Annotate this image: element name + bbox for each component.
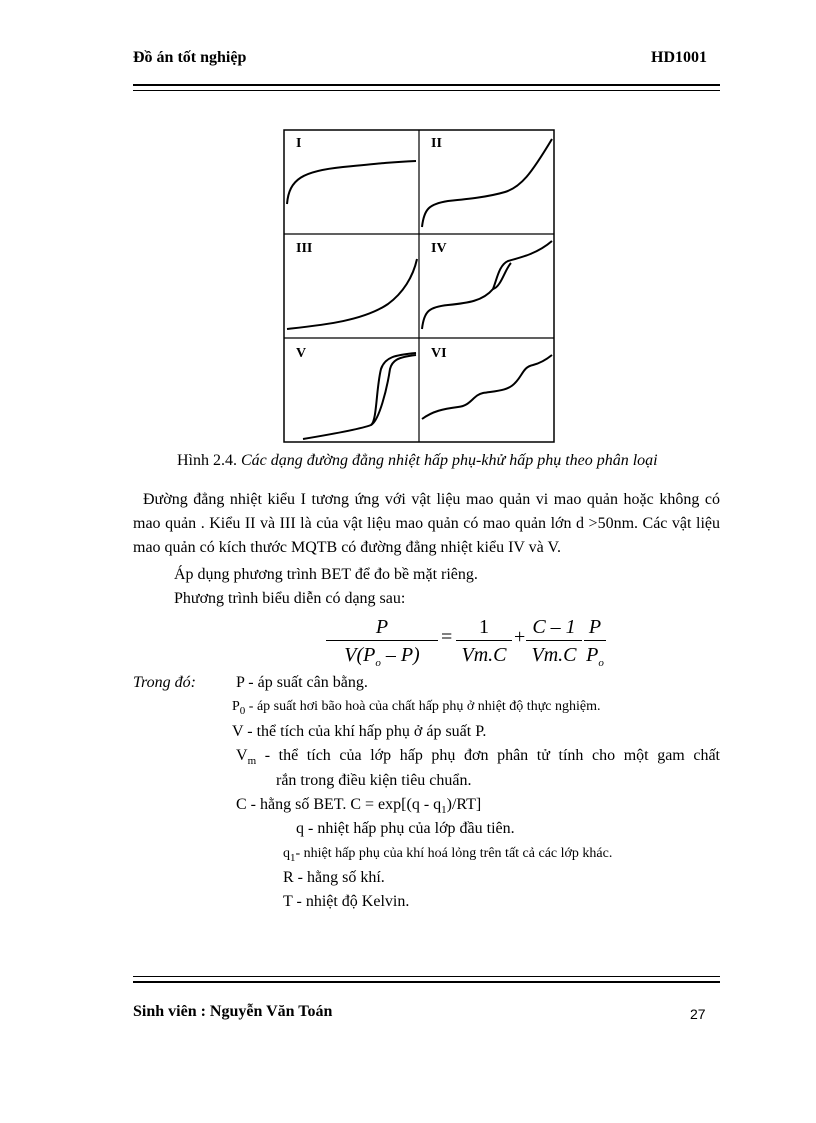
eq-term2-fraction — [526, 614, 582, 667]
footer-rule-top — [133, 976, 720, 977]
def-q1: $q_1-$ nhiệt hấp phụ của khí hoá lỏng trên tất cả các lớp khác. — [283, 846, 613, 864]
eq-term3-fraction — [584, 614, 606, 667]
panel-label-II: II — [431, 136, 442, 151]
page-number: 27 — [690, 1006, 706, 1022]
def-p0: $P_0$ - áp suất hơi bão hoà của chất hấp phụ ở nhiệt độ thực nghiệm. — [232, 699, 601, 717]
panel-label-I: I — [296, 136, 302, 151]
isotherm-figure — [283, 129, 555, 443]
panel-label-IV: IV — [431, 241, 447, 256]
eq-equals: = — [441, 626, 453, 648]
eq-term2-num: C – 1 — [532, 616, 576, 638]
caption-prefix: Hình 2.4. — [177, 452, 237, 469]
paragraph-3: Phương trình biểu diễn có dạng sau: — [174, 590, 406, 607]
def-vm: $V_m$ - thể tích của lớp hấp phụ đơn phân tử tính cho một gam chất — [236, 747, 720, 768]
eq-term1-num: 1 — [479, 616, 489, 638]
def-q: q - nhiệt hấp phụ của lớp đầu tiên. — [296, 820, 515, 837]
eq-lhs-fraction — [326, 614, 438, 667]
header-rule-top — [133, 84, 720, 86]
eq-term2-den: Vm.C — [531, 644, 577, 666]
def-p: P - áp suất cân bằng. — [236, 674, 368, 691]
def-t: T - nhiệt độ Kelvin. — [283, 893, 410, 910]
figure-caption — [177, 452, 658, 470]
panel-label-V: V — [296, 346, 307, 361]
paragraph-1: Đường đẳng nhiệt kiểu I tương ứng với vật liệu mao quản vi mao quản hoặc không có mao quản . Kiểu II và III là của vật liệu mao quản có mao quản lớn d >50nm. Các vật liệu mao quản có kích thước MQTB có đường đẳng nhiệt kiểu IV và V. — [133, 491, 720, 556]
doc-title: Đồ án tốt nghiệp — [133, 49, 247, 66]
eq-lhs-den: $V(P_o - P)$ — [344, 644, 420, 669]
eq-lhs-num: P — [375, 616, 389, 638]
footer-rule-bottom — [133, 981, 720, 983]
eq-plus: + — [514, 626, 526, 648]
header-rule-bottom — [133, 90, 720, 91]
curve-type-III — [287, 259, 417, 329]
curve-type-V — [303, 353, 416, 439]
caption-text: Các dạng đường đẳng nhiệt hấp phụ-khử hấp phụ theo phân loại — [241, 452, 658, 469]
curve-type-VI — [422, 355, 552, 419]
bet-equation — [326, 614, 606, 670]
def-vm-cont: rắn trong điều kiện tiêu chuẩn. — [276, 772, 472, 789]
panel-label-VI: VI — [431, 346, 447, 361]
doc-code: HD1001 — [651, 49, 707, 66]
eq-term3-den: $P_o$ — [586, 644, 604, 669]
panel-label-III: III — [296, 241, 313, 256]
paragraph-2: Áp dụng phương trình BET để đo bề mặt riêng. — [174, 566, 478, 583]
definitions-label: Trong đó: — [133, 674, 196, 691]
eq-term3-num: P — [588, 616, 602, 638]
footer-student: Sinh viên : Nguyễn Văn Toán — [133, 1003, 333, 1020]
def-v: V - thể tích của khí hấp phụ ở áp suất P. — [232, 723, 487, 740]
curve-type-II — [422, 139, 552, 227]
def-c: C - hằng số BET. $C = \exp[(q - q_1)/RT]$ — [236, 796, 482, 817]
eq-term1-fraction — [456, 614, 512, 667]
curve-type-I — [287, 161, 416, 204]
def-r: R - hằng số khí. — [283, 869, 385, 886]
eq-term1-den: Vm.C — [461, 644, 507, 666]
